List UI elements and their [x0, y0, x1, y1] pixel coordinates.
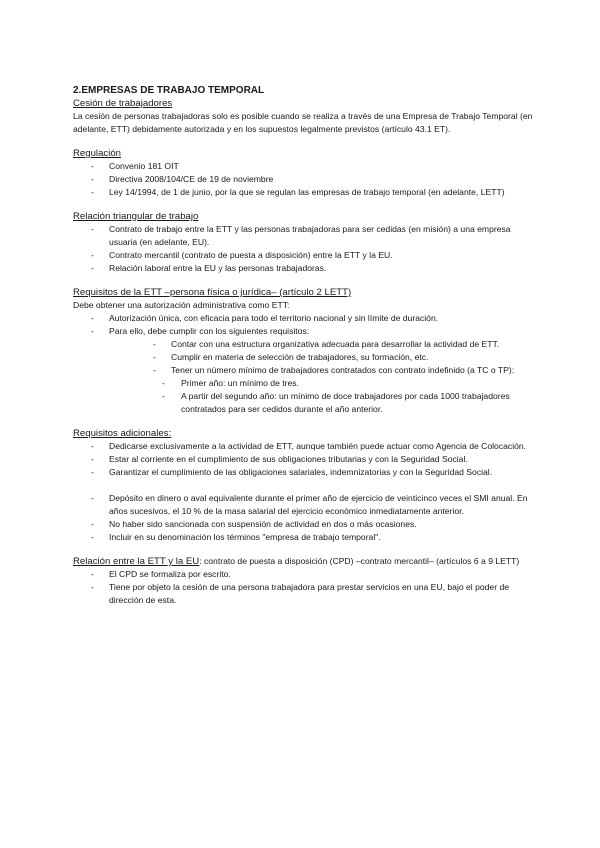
requisitos-heading: Requisitos de la ETT –persona física o jurídica– (artículo 2 LETT): [73, 287, 352, 298]
document-page: [73, 84, 533, 607]
list-item: - Estar al corriente en el cumplimiento de sus obligaciones tributarias y con la Seguridad Social.: [91, 454, 468, 464]
list-item: - Ley 14/1994, de 1 de junio, por la que se regulan las empresas de trabajo temporal (en adelante, LETT): [91, 187, 505, 197]
list-item: - Garantizar el cumplimiento de las obligaciones salariales, indemnizatorias y con la Seguridad Social.: [91, 467, 493, 477]
bullet-dash: -: [153, 339, 156, 349]
relacion-triangular-heading: Relación triangular de trabajo: [73, 211, 199, 222]
bullet-dash: -: [91, 161, 94, 171]
bullet-dash: -: [153, 352, 156, 362]
adicionales-heading: Requisitos adicionales:: [73, 428, 172, 439]
requisitos-list: [73, 312, 533, 377]
requisitos-sub-sub-list: [73, 377, 533, 416]
sub-sub-list-item: - Primer año: un mínimo de tres.: [162, 378, 299, 388]
list-item: - Autorización única, con eficacia para todo el territorio nacional y sin límite de duración.: [91, 313, 439, 323]
list-item: - Tiene por objeto la cesión de una persona trabajadora para prestar servicios en una EU, bajo el poder de dirección de esta.: [91, 582, 510, 605]
bullet-dash: -: [91, 569, 94, 579]
sub-sub-list-item: - A partir del segundo año: un mínimo de doce trabajadores por cada 1000 trabajadores contratados para ser cedidos durante el año anterior.: [162, 391, 510, 414]
list-item: - No haber sido sancionada con suspensión de actividad en dos o más ocasiones.: [91, 519, 417, 529]
sub-list-item: - Tener un número mínimo de trabajadores contratados con contrato indefinido (a TC o TP):: [153, 365, 515, 375]
regulacion-section: [73, 147, 533, 199]
list-item: - Contrato mercantil (contrato de puesta a disposición) entre la ETT y la EU.: [91, 250, 393, 260]
list-item: - Depósito en dinero o aval equivalente durante el primer año de ejercicio de veinticinco veces el SMI anual. En años sucesivos, el 10 % de la masa salarial del ejercicio económico inmediatamente anterior.: [91, 493, 528, 516]
bullet-dash: -: [91, 250, 94, 260]
bullet-dash: -: [162, 391, 165, 401]
bullet-dash: -: [91, 582, 94, 592]
bullet-dash: -: [91, 326, 94, 336]
bullet-dash: -: [91, 174, 94, 184]
list-item: - Relación laboral entre la EU y las personas trabajadoras.: [91, 263, 327, 273]
sub-list-item: - Contar con una estructura organizativa adecuada para desarrollar la actividad de ETT.: [153, 339, 500, 349]
relacion-ett-eu-section: [73, 555, 533, 607]
requisitos-intro: Debe obtener una autorización administrativa como ETT:: [73, 300, 290, 310]
bullet-dash: -: [162, 378, 165, 388]
bullet-dash: -: [91, 467, 94, 477]
relacion-ett-eu-heading: Relación entre la ETT y la EU: [73, 556, 200, 567]
regulacion-list: [73, 160, 533, 199]
relacion-ett-eu-list: [73, 568, 533, 607]
bullet-dash: -: [91, 187, 94, 197]
bullet-dash: -: [91, 454, 94, 464]
regulacion-heading: Regulación: [73, 148, 122, 159]
list-item: - Dedicarse exclusivamente a la actividad de ETT, aunque también puede actuar como Agencia de Colocación.: [91, 441, 527, 451]
list-spacer: [73, 479, 533, 492]
requisitos-section: [73, 286, 533, 416]
adicionales-section: [73, 427, 533, 544]
bullet-dash: -: [153, 365, 156, 375]
bullet-dash: -: [91, 313, 94, 323]
bullet-dash: -: [91, 493, 94, 503]
list-item: - Para ello, debe cumplir con los siguientes requisitos:: [91, 326, 310, 336]
bullet-dash: -: [91, 263, 94, 273]
page-title: 2.EMPRESAS DE TRABAJO TEMPORAL: [73, 85, 265, 96]
list-item: - Incluir en su denominación los términos "empresa de trabajo temporal".: [91, 532, 381, 542]
list-item: - El CPD se formaliza por escrito.: [91, 569, 231, 579]
list-item: - Directiva 2008/104/CE de 19 de noviembre: [91, 174, 274, 184]
bullet-dash: -: [91, 532, 94, 542]
relacion-ett-eu-heading-line: [73, 555, 533, 568]
bullet-dash: -: [91, 441, 94, 451]
cesion-text: La cesión de personas trabajadoras solo es posible cuando se realiza a través de una Empresa de Trabajo Temporal (en adelante, ETT) debidamente autorizada y en los supuestos legalmente previstos (artículo 43.1 ET).: [73, 111, 533, 134]
list-item: - Convenio 181 OIT: [91, 161, 179, 171]
adicionales-list: [73, 440, 533, 544]
list-item: - Contrato de trabajo entre la ETT y las personas trabajadoras para ser cedidas (en misión) a una empresa usuaria (en adelante, EU).: [91, 224, 511, 247]
bullet-dash: -: [91, 519, 94, 529]
section-title-block: [73, 84, 533, 136]
relacion-triangular-section: [73, 210, 533, 275]
sub-list-item: - Cumplir en materia de selección de trabajadores, su formación, etc.: [153, 352, 429, 362]
relacion-ett-eu-heading-rest: : contrato de puesta a disposición (CPD) –contrato mercantil– (artículos 6 a 9 LETT): [199, 556, 520, 566]
cesion-heading: Cesión de trabajadores: [73, 98, 173, 109]
relacion-triangular-list: [73, 223, 533, 275]
bullet-dash: -: [91, 224, 94, 234]
